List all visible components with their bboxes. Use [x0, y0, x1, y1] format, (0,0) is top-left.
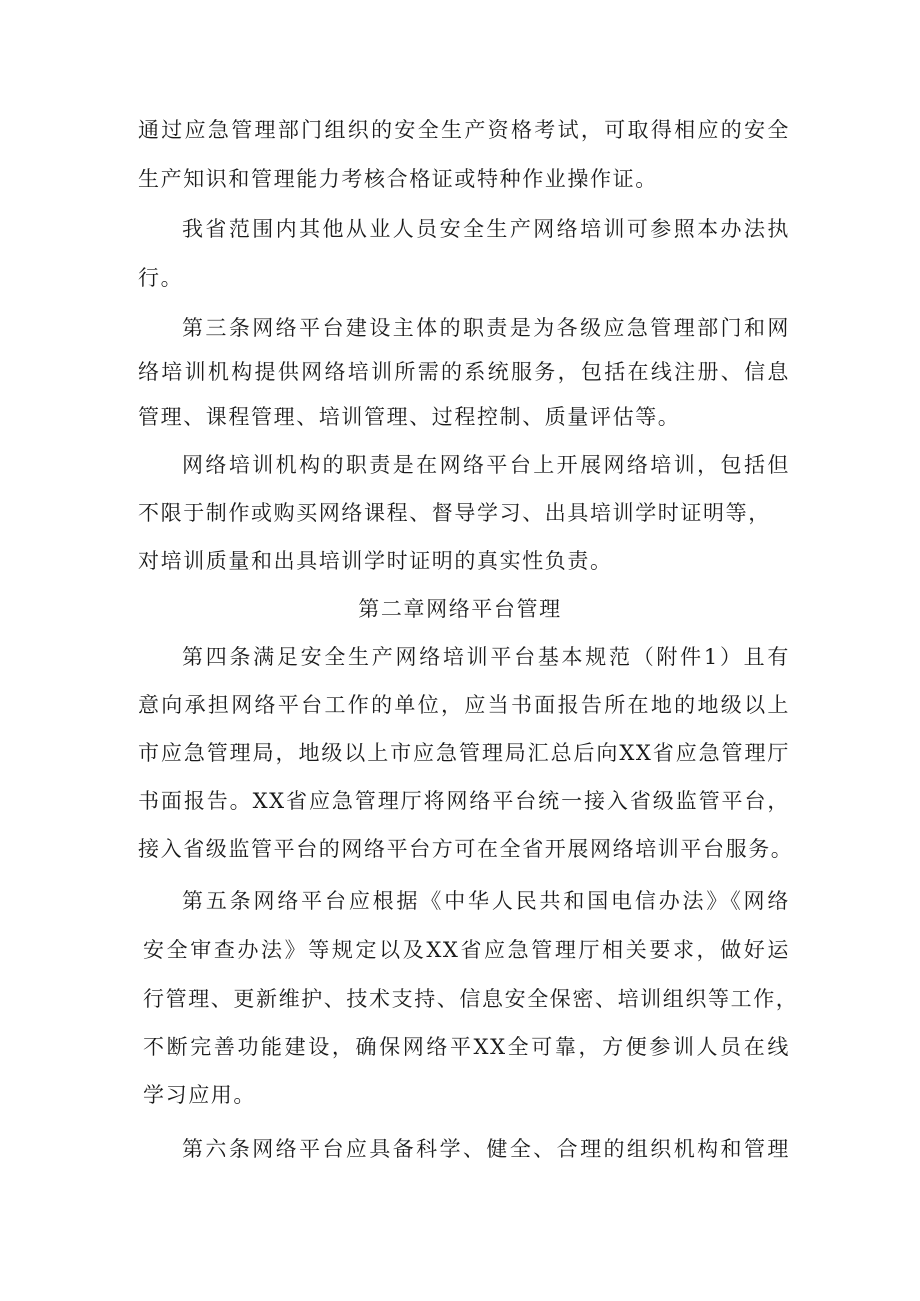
body-line-17: 安全审查办法》等规定以及XX省应急管理厅相关要求，做好运	[143, 938, 790, 962]
body-line-13: 市应急管理局，地级以上市应急管理局汇总后向XX省应急管理厅	[138, 741, 790, 765]
chapter-heading: 第二章网络平台管理	[358, 597, 562, 621]
body-line-4: 行。	[138, 266, 184, 290]
body-line-21: 第六条网络平台应具备科学、健全、合理的组织机构和管理	[182, 1137, 790, 1161]
body-line-11: 第四条满足安全生产网络培训平台基本规范（附件1）且有	[182, 645, 790, 669]
body-line-20: 学习应用。	[143, 1083, 256, 1107]
body-line-7: 管理、课程管理、培训管理、过程控制、质量评估等。	[138, 405, 681, 429]
body-line-9: 不限于制作或购买网络课程、督导学习、出具培训学时证明等，	[138, 501, 771, 525]
body-line-18: 行管理、更新维护、技术支持、信息安全保密、培训组织等工作，	[143, 987, 799, 1011]
body-line-16: 第五条网络平台应根据《中华人民共和国电信办法》《网络	[182, 889, 790, 913]
body-line-2: 生产知识和管理能力考核合格证或特种作业操作证。	[138, 167, 658, 191]
body-line-5: 第三条网络平台建设主体的职责是为各级应急管理部门和网	[182, 316, 790, 340]
body-line-6: 络培训机构提供网络培训所需的系统服务，包括在线注册、信息	[138, 360, 790, 384]
body-line-10: 对培训质量和出具培训学时证明的真实性负责。	[138, 549, 613, 573]
body-line-3: 我省范围内其他从业人员安全生产网络培训可参照本办法执	[182, 217, 790, 241]
body-line-1: 通过应急管理部门组织的安全生产资格考试，可取得相应的安全	[138, 118, 790, 142]
body-line-19: 不断完善功能建设，确保网络平XX全可靠，方便参训人员在线	[143, 1035, 790, 1059]
body-line-8: 网络培训机构的职责是在网络平台上开展网络培训，包括但	[182, 453, 790, 477]
body-line-15: 接入省级监管平台的网络平台方可在全省开展网络培训平台服务。	[138, 837, 794, 861]
body-line-12: 意向承担网络平台工作的单位，应当书面报告所在地的地级以上	[138, 693, 790, 717]
body-line-14: 书面报告。XX省应急管理厅将网络平台统一接入省级监管平台，	[138, 789, 790, 813]
